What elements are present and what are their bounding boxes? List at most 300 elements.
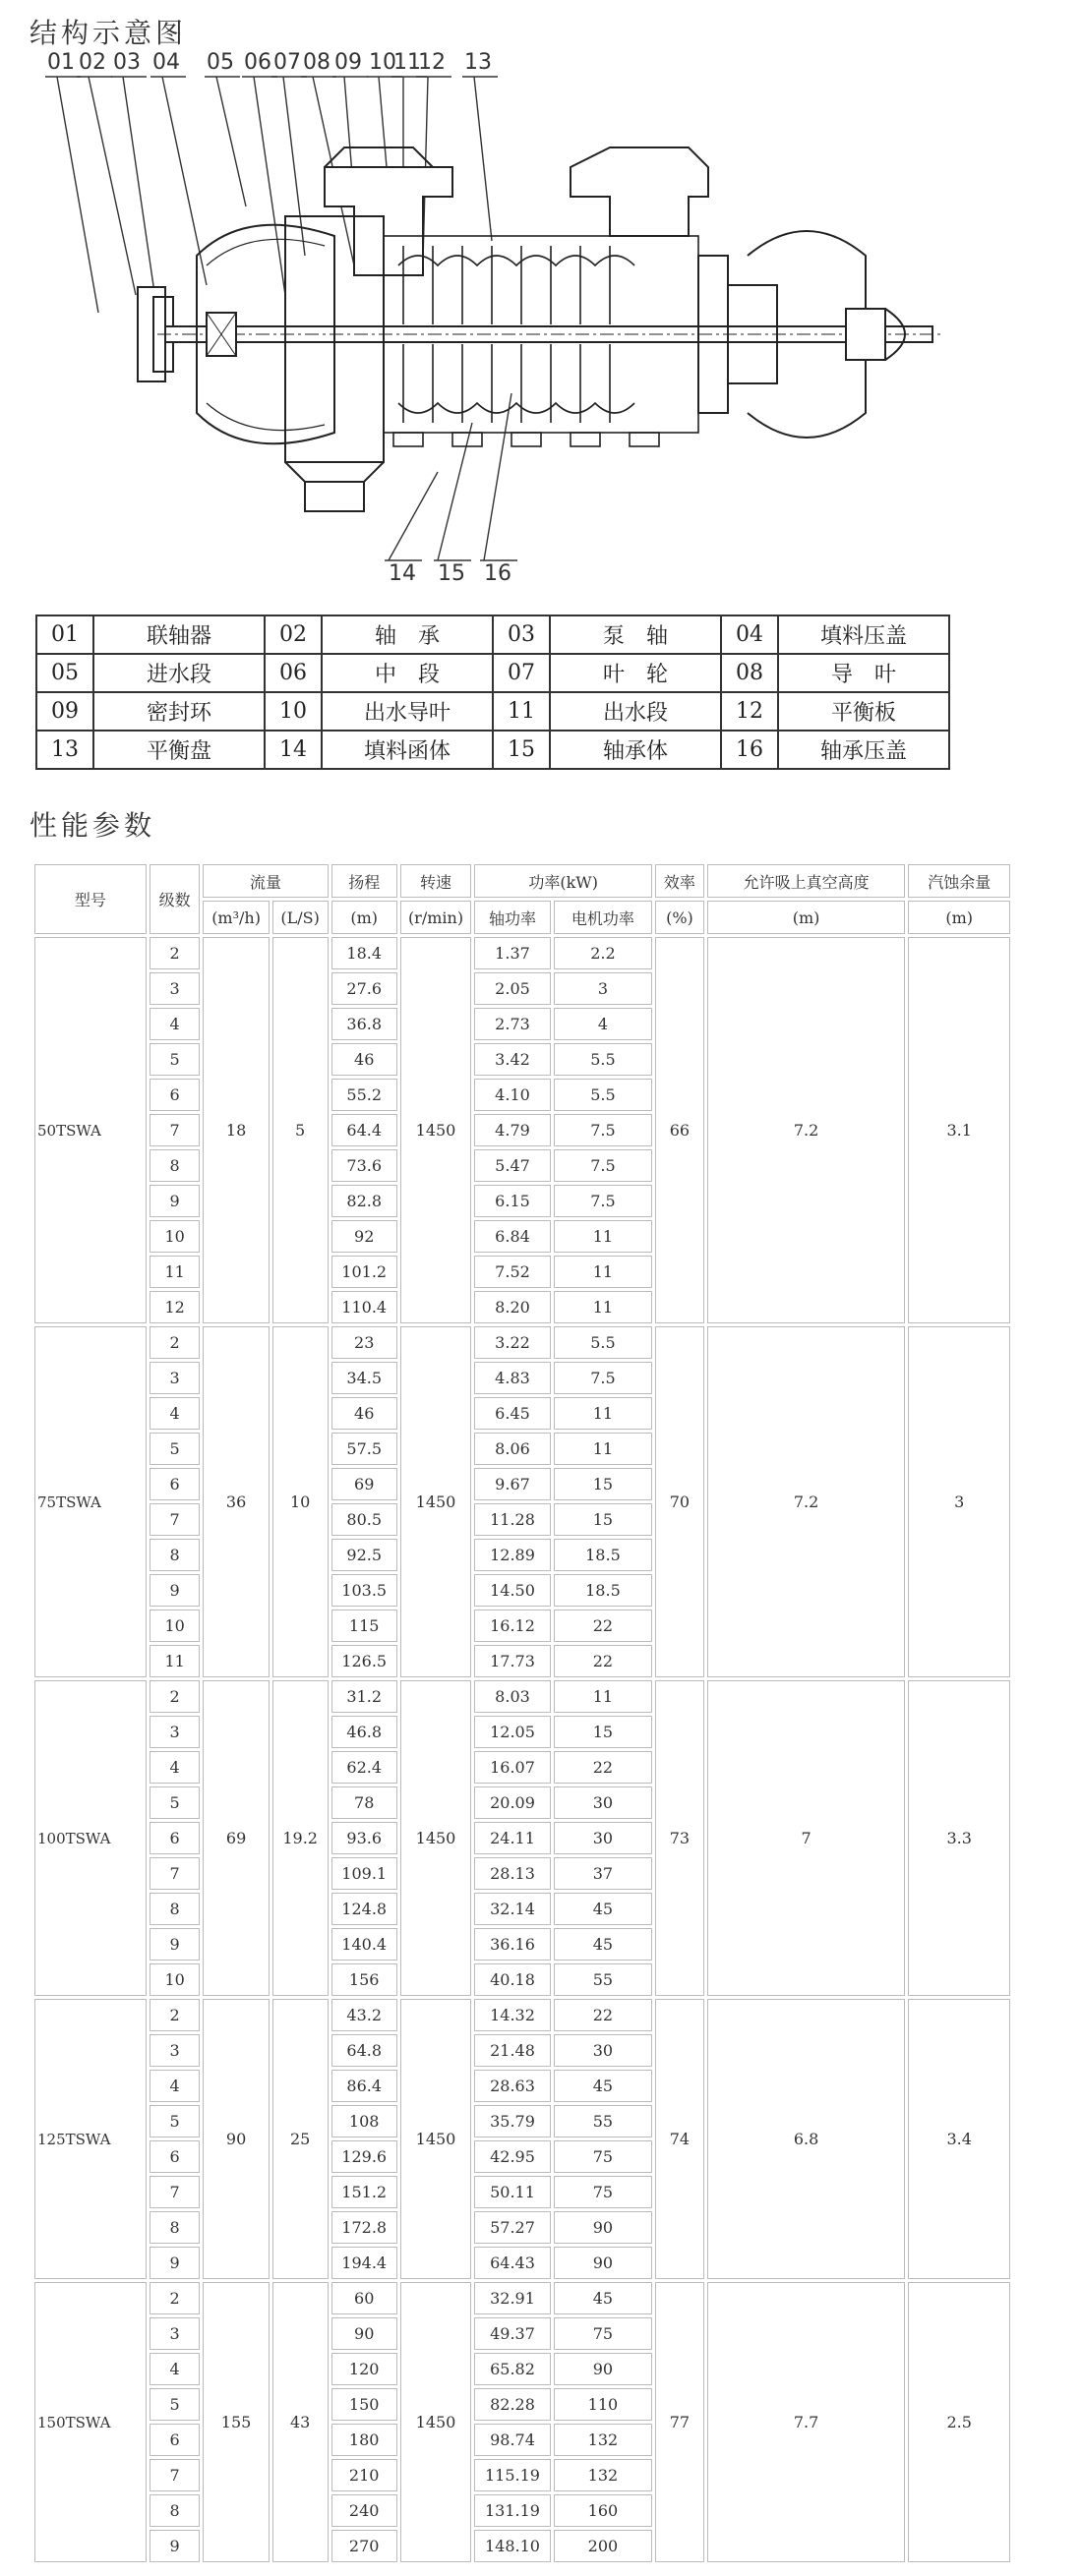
header-stages: 级数 — [150, 864, 201, 934]
part-number-label: 11 — [393, 50, 421, 75]
suction-height-cell: 7.2 — [707, 1326, 906, 1677]
legend-part-name: 叶 轮 — [550, 654, 721, 692]
speed-cell: 1450 — [400, 1999, 471, 2279]
legend-part-name: 轴承体 — [550, 731, 721, 769]
motor-power-cell: 22 — [554, 1645, 652, 1677]
motor-power-cell: 22 — [554, 1999, 652, 2031]
stages-cell: 4 — [150, 2070, 201, 2102]
head-cell: 46 — [331, 1043, 397, 1076]
stages-cell: 7 — [150, 1114, 201, 1146]
table-row — [34, 937, 1010, 969]
flow-ls-cell: 5 — [272, 937, 329, 1323]
shaft-power-cell: 3.22 — [474, 1326, 551, 1359]
head-cell: 151.2 — [331, 2176, 397, 2208]
head-cell: 110.4 — [331, 1291, 397, 1323]
header-head: 扬程 — [331, 864, 397, 898]
head-cell: 180 — [331, 2424, 397, 2456]
shaft-power-cell: 16.12 — [474, 1610, 551, 1642]
stages-cell: 2 — [150, 1326, 201, 1359]
motor-power-cell: 3 — [554, 972, 652, 1005]
suction-height-cell: 7.2 — [707, 937, 906, 1323]
suction-height-cell: 7 — [707, 1680, 906, 1996]
head-cell: 55.2 — [331, 1079, 397, 1111]
head-cell: 46.8 — [331, 1716, 397, 1748]
shaft-power-cell: 5.47 — [474, 1149, 551, 1182]
flow-ls-cell: 43 — [272, 2282, 329, 2562]
flow-ls-cell: 10 — [272, 1326, 329, 1677]
shaft-power-cell: 4.83 — [474, 1362, 551, 1394]
model-cell: 150TSWA — [34, 2282, 147, 2562]
stages-cell: 4 — [150, 2353, 201, 2385]
shaft-power-cell: 32.91 — [474, 2282, 551, 2314]
motor-power-cell: 5.5 — [554, 1326, 652, 1359]
stages-cell: 9 — [150, 1928, 201, 1961]
shaft-power-cell: 40.18 — [474, 1963, 551, 1996]
stages-cell: 3 — [150, 972, 201, 1005]
leader-line — [45, 77, 98, 313]
stages-cell: 10 — [150, 1963, 201, 1996]
motor-power-cell: 160 — [554, 2494, 652, 2527]
head-cell: 34.5 — [331, 1362, 397, 1394]
motor-power-cell: 15 — [554, 1503, 652, 1536]
header-motor-power: 电机功率 — [554, 901, 652, 934]
part-number-label: 02 — [79, 50, 106, 75]
legend-row — [36, 692, 949, 731]
part-number-labels — [47, 50, 511, 586]
head-cell: 120 — [331, 2353, 397, 2385]
stages-cell: 11 — [150, 1256, 201, 1288]
structure-title: 结构示意图 — [30, 17, 188, 49]
head-cell: 43.2 — [331, 1999, 397, 2031]
part-number-label: 03 — [113, 50, 141, 75]
legend-part-number: 16 — [721, 731, 778, 769]
head-cell: 93.6 — [331, 1822, 397, 1854]
head-cell: 27.6 — [331, 972, 397, 1005]
header-flow-ls: (L/S) — [272, 901, 329, 934]
header-suction: 允许吸上真空高度 — [707, 864, 906, 898]
motor-power-cell: 11 — [554, 1680, 652, 1713]
shaft-power-cell: 3.42 — [474, 1043, 551, 1076]
stages-cell: 4 — [150, 1751, 201, 1784]
shaft-power-cell: 9.67 — [474, 1468, 551, 1500]
shaft-power-cell: 24.11 — [474, 1822, 551, 1854]
legend-part-number: 09 — [36, 692, 93, 731]
shaft-power-cell: 65.82 — [474, 2353, 551, 2385]
motor-power-cell: 4 — [554, 1008, 652, 1040]
part-number-label: 01 — [47, 50, 75, 75]
stages-cell: 8 — [150, 1539, 201, 1571]
model-cell: 125TSWA — [34, 1999, 147, 2279]
part-number-label: 13 — [464, 50, 492, 75]
npsh-cell: 3.4 — [908, 1999, 1010, 2279]
model-cell: 100TSWA — [34, 1680, 147, 1996]
motor-power-cell: 90 — [554, 2211, 652, 2244]
motor-power-cell: 18.5 — [554, 1574, 652, 1607]
motor-power-cell: 22 — [554, 1610, 652, 1642]
leader-line — [205, 77, 246, 206]
leader-line — [77, 77, 136, 295]
shaft-power-cell: 98.74 — [474, 2424, 551, 2456]
stages-cell: 10 — [150, 1610, 201, 1642]
motor-power-cell: 7.5 — [554, 1114, 652, 1146]
leader-line — [242, 77, 285, 295]
motor-power-cell: 11 — [554, 1220, 652, 1253]
shaft-power-cell: 6.15 — [474, 1185, 551, 1217]
stages-cell: 7 — [150, 1503, 201, 1536]
motor-power-cell: 75 — [554, 2317, 652, 2350]
stages-cell: 3 — [150, 2317, 201, 2350]
table-row — [34, 1999, 1010, 2031]
legend-part-name: 中 段 — [322, 654, 493, 692]
part-number-label: 15 — [438, 561, 465, 586]
head-cell: 82.8 — [331, 1185, 397, 1217]
header-speed-unit: (r/min) — [400, 901, 471, 934]
legend-part-number: 01 — [36, 615, 93, 654]
flow-m3h-cell: 155 — [203, 2282, 269, 2562]
header-npsh: 汽蚀余量 — [908, 864, 1010, 898]
header-suction-unit: (m) — [707, 901, 906, 934]
shaft-power-cell: 8.03 — [474, 1680, 551, 1713]
motor-power-cell: 75 — [554, 2176, 652, 2208]
header-model: 型号 — [34, 864, 147, 934]
efficiency-cell: 73 — [655, 1680, 704, 1996]
performance-table — [31, 861, 1013, 2565]
stages-cell: 4 — [150, 1397, 201, 1430]
shaft-power-cell: 32.14 — [474, 1893, 551, 1925]
motor-power-cell: 90 — [554, 2353, 652, 2385]
shaft-power-cell: 148.10 — [474, 2530, 551, 2562]
header-flow-m3h: (m³/h) — [203, 901, 269, 934]
head-cell: 124.8 — [331, 1893, 397, 1925]
shaft-power-cell: 4.10 — [474, 1079, 551, 1111]
stages-cell: 4 — [150, 1008, 201, 1040]
suction-height-cell: 6.8 — [707, 1999, 906, 2279]
legend-part-number: 10 — [265, 692, 322, 731]
head-cell: 270 — [331, 2530, 397, 2562]
shaft-power-cell: 12.89 — [474, 1539, 551, 1571]
flow-ls-cell: 19.2 — [272, 1680, 329, 1996]
part-number-label: 08 — [303, 50, 331, 75]
head-cell: 57.5 — [331, 1433, 397, 1465]
shaft-power-cell: 2.05 — [474, 972, 551, 1005]
part-number-label: 07 — [273, 50, 301, 75]
stages-cell: 6 — [150, 1079, 201, 1111]
motor-power-cell: 132 — [554, 2424, 652, 2456]
motor-power-cell: 30 — [554, 1786, 652, 1819]
head-cell: 23 — [331, 1326, 397, 1359]
stages-cell: 7 — [150, 2176, 201, 2208]
stages-cell: 2 — [150, 1999, 201, 2031]
head-cell: 150 — [331, 2388, 397, 2421]
header-npsh-unit: (m) — [908, 901, 1010, 934]
head-cell: 46 — [331, 1397, 397, 1430]
stages-cell: 6 — [150, 1468, 201, 1500]
header-efficiency-unit: (%) — [655, 901, 704, 934]
suction-height-cell: 7.7 — [707, 2282, 906, 2562]
shaft-power-cell: 42.95 — [474, 2140, 551, 2173]
legend-part-name: 轴承压盖 — [778, 731, 949, 769]
shaft-power-cell: 49.37 — [474, 2317, 551, 2350]
stages-cell: 8 — [150, 2494, 201, 2527]
part-number-label: 10 — [369, 50, 396, 75]
shaft-power-cell: 64.43 — [474, 2247, 551, 2279]
stages-cell: 8 — [150, 1893, 201, 1925]
legend-part-number: 02 — [265, 615, 322, 654]
leader-lines — [45, 77, 517, 560]
flow-ls-cell: 25 — [272, 1999, 329, 2279]
stages-cell: 12 — [150, 1291, 201, 1323]
stages-cell: 9 — [150, 2530, 201, 2562]
speed-cell: 1450 — [400, 1326, 471, 1677]
shaft-power-cell: 50.11 — [474, 2176, 551, 2208]
head-cell: 108 — [331, 2105, 397, 2137]
stages-cell: 2 — [150, 937, 201, 969]
table-row — [34, 2282, 1010, 2314]
legend-part-number: 08 — [721, 654, 778, 692]
legend-part-number: 12 — [721, 692, 778, 731]
legend-part-name: 填料压盖 — [778, 615, 949, 654]
legend-part-number: 11 — [493, 692, 550, 731]
shaft-power-cell: 57.27 — [474, 2211, 551, 2244]
stages-cell: 8 — [150, 1149, 201, 1182]
head-cell: 172.8 — [331, 2211, 397, 2244]
motor-power-cell: 45 — [554, 2070, 652, 2102]
legend-part-number: 15 — [493, 731, 550, 769]
legend-part-number: 13 — [36, 731, 93, 769]
motor-power-cell: 132 — [554, 2459, 652, 2491]
table-row — [34, 1326, 1010, 1359]
head-cell: 73.6 — [331, 1149, 397, 1182]
stages-cell: 6 — [150, 1822, 201, 1854]
motor-power-cell: 75 — [554, 2140, 652, 2173]
motor-power-cell: 18.5 — [554, 1539, 652, 1571]
head-cell: 115 — [331, 1610, 397, 1642]
motor-power-cell: 11 — [554, 1433, 652, 1465]
npsh-cell: 2.5 — [908, 2282, 1010, 2562]
part-number-label: 16 — [484, 561, 511, 586]
part-number-label: 12 — [418, 50, 446, 75]
legend-part-name: 填料函体 — [322, 731, 493, 769]
head-cell: 92 — [331, 1220, 397, 1253]
motor-power-cell: 11 — [554, 1397, 652, 1430]
header-efficiency: 效率 — [655, 864, 704, 898]
legend-row — [36, 731, 949, 769]
motor-power-cell: 110 — [554, 2388, 652, 2421]
motor-power-cell: 11 — [554, 1291, 652, 1323]
part-number-label: 14 — [389, 561, 416, 586]
head-cell: 64.8 — [331, 2034, 397, 2067]
head-cell: 86.4 — [331, 2070, 397, 2102]
legend-part-number: 05 — [36, 654, 93, 692]
stages-cell: 9 — [150, 1185, 201, 1217]
motor-power-cell: 7.5 — [554, 1185, 652, 1217]
motor-power-cell: 5.5 — [554, 1079, 652, 1111]
efficiency-cell: 66 — [655, 937, 704, 1323]
efficiency-cell: 74 — [655, 1999, 704, 2279]
legend-part-name: 泵 轴 — [550, 615, 721, 654]
legend-part-name: 联轴器 — [93, 615, 265, 654]
leader-line — [385, 472, 438, 560]
shaft-power-cell: 82.28 — [474, 2388, 551, 2421]
motor-power-cell: 55 — [554, 2105, 652, 2137]
motor-power-cell: 200 — [554, 2530, 652, 2562]
part-number-label: 05 — [207, 50, 234, 75]
head-cell: 62.4 — [331, 1751, 397, 1784]
shaft-power-cell: 1.37 — [474, 937, 551, 969]
head-cell: 140.4 — [331, 1928, 397, 1961]
efficiency-cell: 70 — [655, 1326, 704, 1677]
shaft-power-cell: 36.16 — [474, 1928, 551, 1961]
motor-power-cell: 7.5 — [554, 1362, 652, 1394]
model-cell: 50TSWA — [34, 937, 147, 1323]
legend-part-name: 平衡盘 — [93, 731, 265, 769]
head-cell: 103.5 — [331, 1574, 397, 1607]
stages-cell: 9 — [150, 2247, 201, 2279]
motor-power-cell: 5.5 — [554, 1043, 652, 1076]
motor-power-cell: 45 — [554, 1928, 652, 1961]
shaft-power-cell: 2.73 — [474, 1008, 551, 1040]
stages-cell: 3 — [150, 1716, 201, 1748]
head-cell: 90 — [331, 2317, 397, 2350]
stages-cell: 7 — [150, 1857, 201, 1890]
head-cell: 156 — [331, 1963, 397, 1996]
speed-cell: 1450 — [400, 1680, 471, 1996]
shaft-power-cell: 7.52 — [474, 1256, 551, 1288]
stages-cell: 6 — [150, 2424, 201, 2456]
header-shaft-power: 轴功率 — [474, 901, 551, 934]
stages-cell: 9 — [150, 1574, 201, 1607]
shaft-power-cell: 12.05 — [474, 1716, 551, 1748]
stages-cell: 10 — [150, 1220, 201, 1253]
stages-cell: 5 — [150, 1786, 201, 1819]
legend-part-name: 出水导叶 — [322, 692, 493, 731]
head-cell: 126.5 — [331, 1645, 397, 1677]
motor-power-cell: 30 — [554, 2034, 652, 2067]
legend-part-number: 03 — [493, 615, 550, 654]
shaft-power-cell: 8.20 — [474, 1291, 551, 1323]
head-cell: 78 — [331, 1786, 397, 1819]
speed-cell: 1450 — [400, 937, 471, 1323]
header-speed: 转速 — [400, 864, 471, 898]
header-head-unit: (m) — [331, 901, 397, 934]
stages-cell: 2 — [150, 2282, 201, 2314]
stages-cell: 5 — [150, 2388, 201, 2421]
shaft-power-cell: 14.50 — [474, 1574, 551, 1607]
flow-m3h-cell: 69 — [203, 1680, 269, 1996]
motor-power-cell: 11 — [554, 1256, 652, 1288]
stages-cell: 3 — [150, 2034, 201, 2067]
motor-power-cell: 37 — [554, 1857, 652, 1890]
shaft-power-cell: 21.48 — [474, 2034, 551, 2067]
leader-line — [462, 77, 498, 241]
legend-part-name: 导 叶 — [778, 654, 949, 692]
motor-power-cell: 7.5 — [554, 1149, 652, 1182]
flow-m3h-cell: 18 — [203, 937, 269, 1323]
legend-part-name: 密封环 — [93, 692, 265, 731]
speed-cell: 1450 — [400, 2282, 471, 2562]
shaft-power-cell: 20.09 — [474, 1786, 551, 1819]
legend-row — [36, 615, 949, 654]
stages-cell: 2 — [150, 1680, 201, 1713]
stages-cell: 5 — [150, 2105, 201, 2137]
leader-line — [271, 77, 307, 256]
leader-line — [480, 393, 517, 560]
legend-part-number: 07 — [493, 654, 550, 692]
motor-power-cell: 45 — [554, 2282, 652, 2314]
pump-drawing — [138, 147, 944, 511]
stages-cell: 5 — [150, 1433, 201, 1465]
head-cell: 240 — [331, 2494, 397, 2527]
npsh-cell: 3.3 — [908, 1680, 1010, 1996]
shaft-power-cell: 11.28 — [474, 1503, 551, 1536]
shaft-power-cell: 6.84 — [474, 1220, 551, 1253]
head-cell: 36.8 — [331, 1008, 397, 1040]
shaft-power-cell: 8.06 — [474, 1433, 551, 1465]
stages-cell: 3 — [150, 1362, 201, 1394]
head-cell: 18.4 — [331, 937, 397, 969]
performance-title: 性能参数 — [30, 809, 156, 842]
stages-cell: 11 — [150, 1645, 201, 1677]
shaft-power-cell: 17.73 — [474, 1645, 551, 1677]
legend-part-name: 平衡板 — [778, 692, 949, 731]
head-cell: 80.5 — [331, 1503, 397, 1536]
motor-power-cell: 15 — [554, 1716, 652, 1748]
shaft-power-cell: 14.32 — [474, 1999, 551, 2031]
stages-cell: 8 — [150, 2211, 201, 2244]
legend-part-number: 04 — [721, 615, 778, 654]
performance-table-wrapper — [31, 861, 1013, 2565]
flow-m3h-cell: 36 — [203, 1326, 269, 1677]
pump-structure-diagram — [47, 50, 944, 586]
motor-power-cell: 90 — [554, 2247, 652, 2279]
shaft-power-cell: 115.19 — [474, 2459, 551, 2491]
motor-power-cell: 22 — [554, 1751, 652, 1784]
part-number-label: 06 — [244, 50, 271, 75]
motor-power-cell: 55 — [554, 1963, 652, 1996]
stages-cell: 7 — [150, 2459, 201, 2491]
npsh-cell: 3.1 — [908, 937, 1010, 1323]
efficiency-cell: 77 — [655, 2282, 704, 2562]
shaft-power-cell: 28.63 — [474, 2070, 551, 2102]
npsh-cell: 3 — [908, 1326, 1010, 1677]
stages-cell: 5 — [150, 1043, 201, 1076]
head-cell: 194.4 — [331, 2247, 397, 2279]
header-flow: 流量 — [203, 864, 328, 898]
head-cell: 129.6 — [331, 2140, 397, 2173]
legend-part-number: 06 — [265, 654, 322, 692]
model-cell: 75TSWA — [34, 1326, 147, 1677]
header-power: 功率(kW) — [474, 864, 652, 898]
legend-part-name: 进水段 — [93, 654, 265, 692]
motor-power-cell: 30 — [554, 1822, 652, 1854]
part-number-label: 04 — [152, 50, 180, 75]
shaft-power-cell: 131.19 — [474, 2494, 551, 2527]
shaft-power-cell: 28.13 — [474, 1857, 551, 1890]
shaft-power-cell: 6.45 — [474, 1397, 551, 1430]
motor-power-cell: 2.2 — [554, 937, 652, 969]
legend-part-name: 轴 承 — [322, 615, 493, 654]
stages-cell: 6 — [150, 2140, 201, 2173]
shaft-power-cell: 16.07 — [474, 1751, 551, 1784]
part-number-label: 09 — [334, 50, 362, 75]
head-cell: 109.1 — [331, 1857, 397, 1890]
head-cell: 64.4 — [331, 1114, 397, 1146]
legend-part-number: 14 — [265, 731, 322, 769]
shaft-power-cell: 35.79 — [474, 2105, 551, 2137]
table-row — [34, 1680, 1010, 1713]
flow-m3h-cell: 90 — [203, 1999, 269, 2279]
motor-power-cell: 45 — [554, 1893, 652, 1925]
